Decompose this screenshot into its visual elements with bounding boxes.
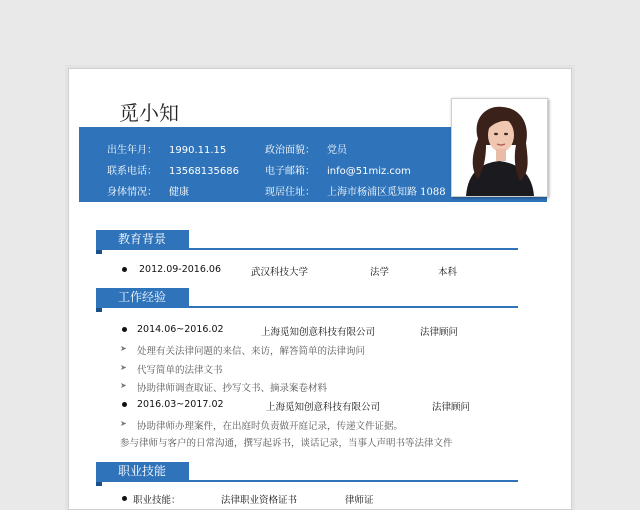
- job1-duty-3: 协助律师调查取证、抄写文书、摘录案卷材料: [137, 383, 328, 394]
- education-period: 2012.09-2016.06: [139, 264, 221, 275]
- job1-bullet: [122, 327, 127, 332]
- resume-page: [68, 68, 572, 510]
- job1-period: 2014.06~2016.02: [137, 324, 224, 335]
- work-header: 工作经验: [96, 288, 189, 307]
- arrow-bullet-icon: ➤: [120, 344, 127, 353]
- job2-duty: 协助律师办理案件，在出庭时负责做开庭记录，传递文件证据。: [137, 421, 404, 432]
- info-politics: 政治面貌： 党员: [265, 145, 347, 156]
- skills-extra: 律师证: [345, 495, 374, 506]
- education-bullet: [122, 267, 127, 272]
- work-divider: [96, 306, 518, 308]
- arrow-bullet-icon: ➤: [120, 381, 127, 390]
- job1-company: 上海觅知创意科技有限公司: [261, 327, 376, 338]
- profile-photo: [451, 98, 548, 197]
- info-email: 电子邮箱： info@51miz.com: [265, 166, 411, 177]
- info-phone: 联系电话： 13568135686: [107, 166, 239, 177]
- education-school: 武汉科技大学: [251, 267, 309, 278]
- education-header: 教育背景: [96, 230, 189, 249]
- info-address: 现居住址： 上海市杨浦区觅知路 1088: [265, 187, 446, 198]
- skills-divider: [96, 480, 518, 482]
- arrow-bullet-icon: ➤: [120, 419, 127, 428]
- education-divider: [96, 248, 518, 250]
- job2-company: 上海觅知创意科技有限公司: [266, 402, 381, 413]
- job1-role: 法律顾问: [420, 327, 459, 338]
- info-birth: 出生年月： 1990.11.15: [107, 145, 227, 156]
- job1-duty-2: 代写简单的法律文书: [137, 365, 223, 376]
- job2-bullet: [122, 402, 127, 407]
- applicant-name: 觅小知: [119, 101, 179, 125]
- arrow-bullet-icon: ➤: [120, 363, 127, 372]
- job1-duty-1: 处理有关法律问题的来信、来访，解答简单的法律询问: [137, 346, 366, 357]
- job2-role: 法律顾问: [432, 402, 471, 413]
- work-extra: 参与律师与客户的日常沟通，撰写起诉书，谈话记录，当事人声明书等法律文件: [120, 438, 453, 449]
- skills-bullet: [122, 496, 127, 501]
- job2-period: 2016.03~2017.02: [137, 399, 224, 410]
- skills-header: 职业技能: [96, 462, 189, 481]
- skills-label: 职业技能：: [133, 495, 181, 506]
- info-health: 身体情况： 健康: [107, 187, 189, 198]
- portrait-image: [452, 99, 547, 196]
- education-major: 法学: [370, 267, 390, 278]
- education-degree: 本科: [438, 267, 458, 278]
- skills-certificate: 法律职业资格证书: [221, 495, 298, 506]
